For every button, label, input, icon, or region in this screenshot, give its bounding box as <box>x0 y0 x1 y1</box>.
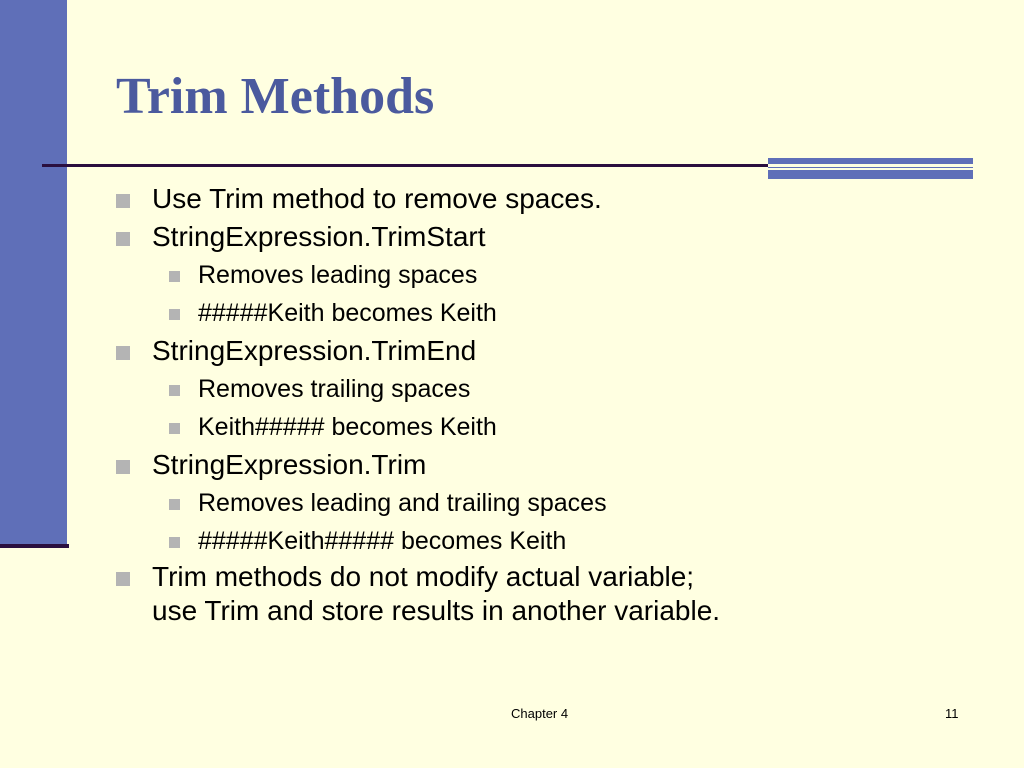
bullet-text: StringExpression.Trim <box>152 449 427 480</box>
title-rule-accent-gap-lower <box>768 168 973 170</box>
sub-bullet-item <box>116 370 720 408</box>
sub-bullet-item <box>116 256 720 294</box>
bullet-square-icon <box>116 346 130 360</box>
bullet-square-icon <box>116 460 130 474</box>
bullet-text: Use Trim method to remove spaces. <box>152 183 602 214</box>
sub-bullet-text: Removes trailing spaces <box>198 375 471 403</box>
sub-bullet-text: Keith##### becomes Keith <box>198 413 497 441</box>
left-accent-bar <box>0 0 67 546</box>
sub-bullet-text: Removes leading spaces <box>198 261 478 289</box>
sub-bullet-square-icon <box>169 537 180 548</box>
sub-bullet-square-icon <box>169 309 180 320</box>
bullet-item <box>116 446 720 484</box>
bullet-text: StringExpression.TrimEnd <box>152 335 477 366</box>
sub-bullet-square-icon <box>169 271 180 282</box>
bullet-square-icon <box>116 572 130 586</box>
bullet-square-icon <box>116 194 130 208</box>
sub-bullet-text: #####Keith becomes Keith <box>198 299 497 327</box>
sub-bullet-item <box>116 522 720 560</box>
sub-bullet-text: Removes leading and trailing spaces <box>198 489 607 517</box>
sub-bullet-item <box>116 408 720 446</box>
sub-bullet-square-icon <box>169 423 180 434</box>
title-rule-accent-gap <box>768 164 973 167</box>
bullet-text: StringExpression.TrimStart <box>152 221 486 252</box>
bullet-item <box>116 560 720 628</box>
bullet-item <box>116 332 720 370</box>
sub-bullet-square-icon <box>169 499 180 510</box>
footer-page-number: 11 <box>945 706 959 721</box>
sub-bullet-item <box>116 294 720 332</box>
bullet-list <box>116 180 720 628</box>
bullet-text-line-2: use Trim and store results in another variable. <box>152 595 721 626</box>
sub-bullet-item <box>116 484 720 522</box>
slide-title: Trim Methods <box>116 68 435 125</box>
bullet-text-line-1: Trim methods do not modify actual variable; <box>152 561 695 592</box>
sub-bullet-text: #####Keith##### becomes Keith <box>198 527 567 555</box>
bullet-item <box>116 180 720 218</box>
bullet-item <box>116 218 720 256</box>
sub-bullet-square-icon <box>169 385 180 396</box>
left-accent-bar-edge <box>0 544 69 548</box>
footer-chapter: Chapter 4 <box>511 706 569 721</box>
bullet-square-icon <box>116 232 130 246</box>
